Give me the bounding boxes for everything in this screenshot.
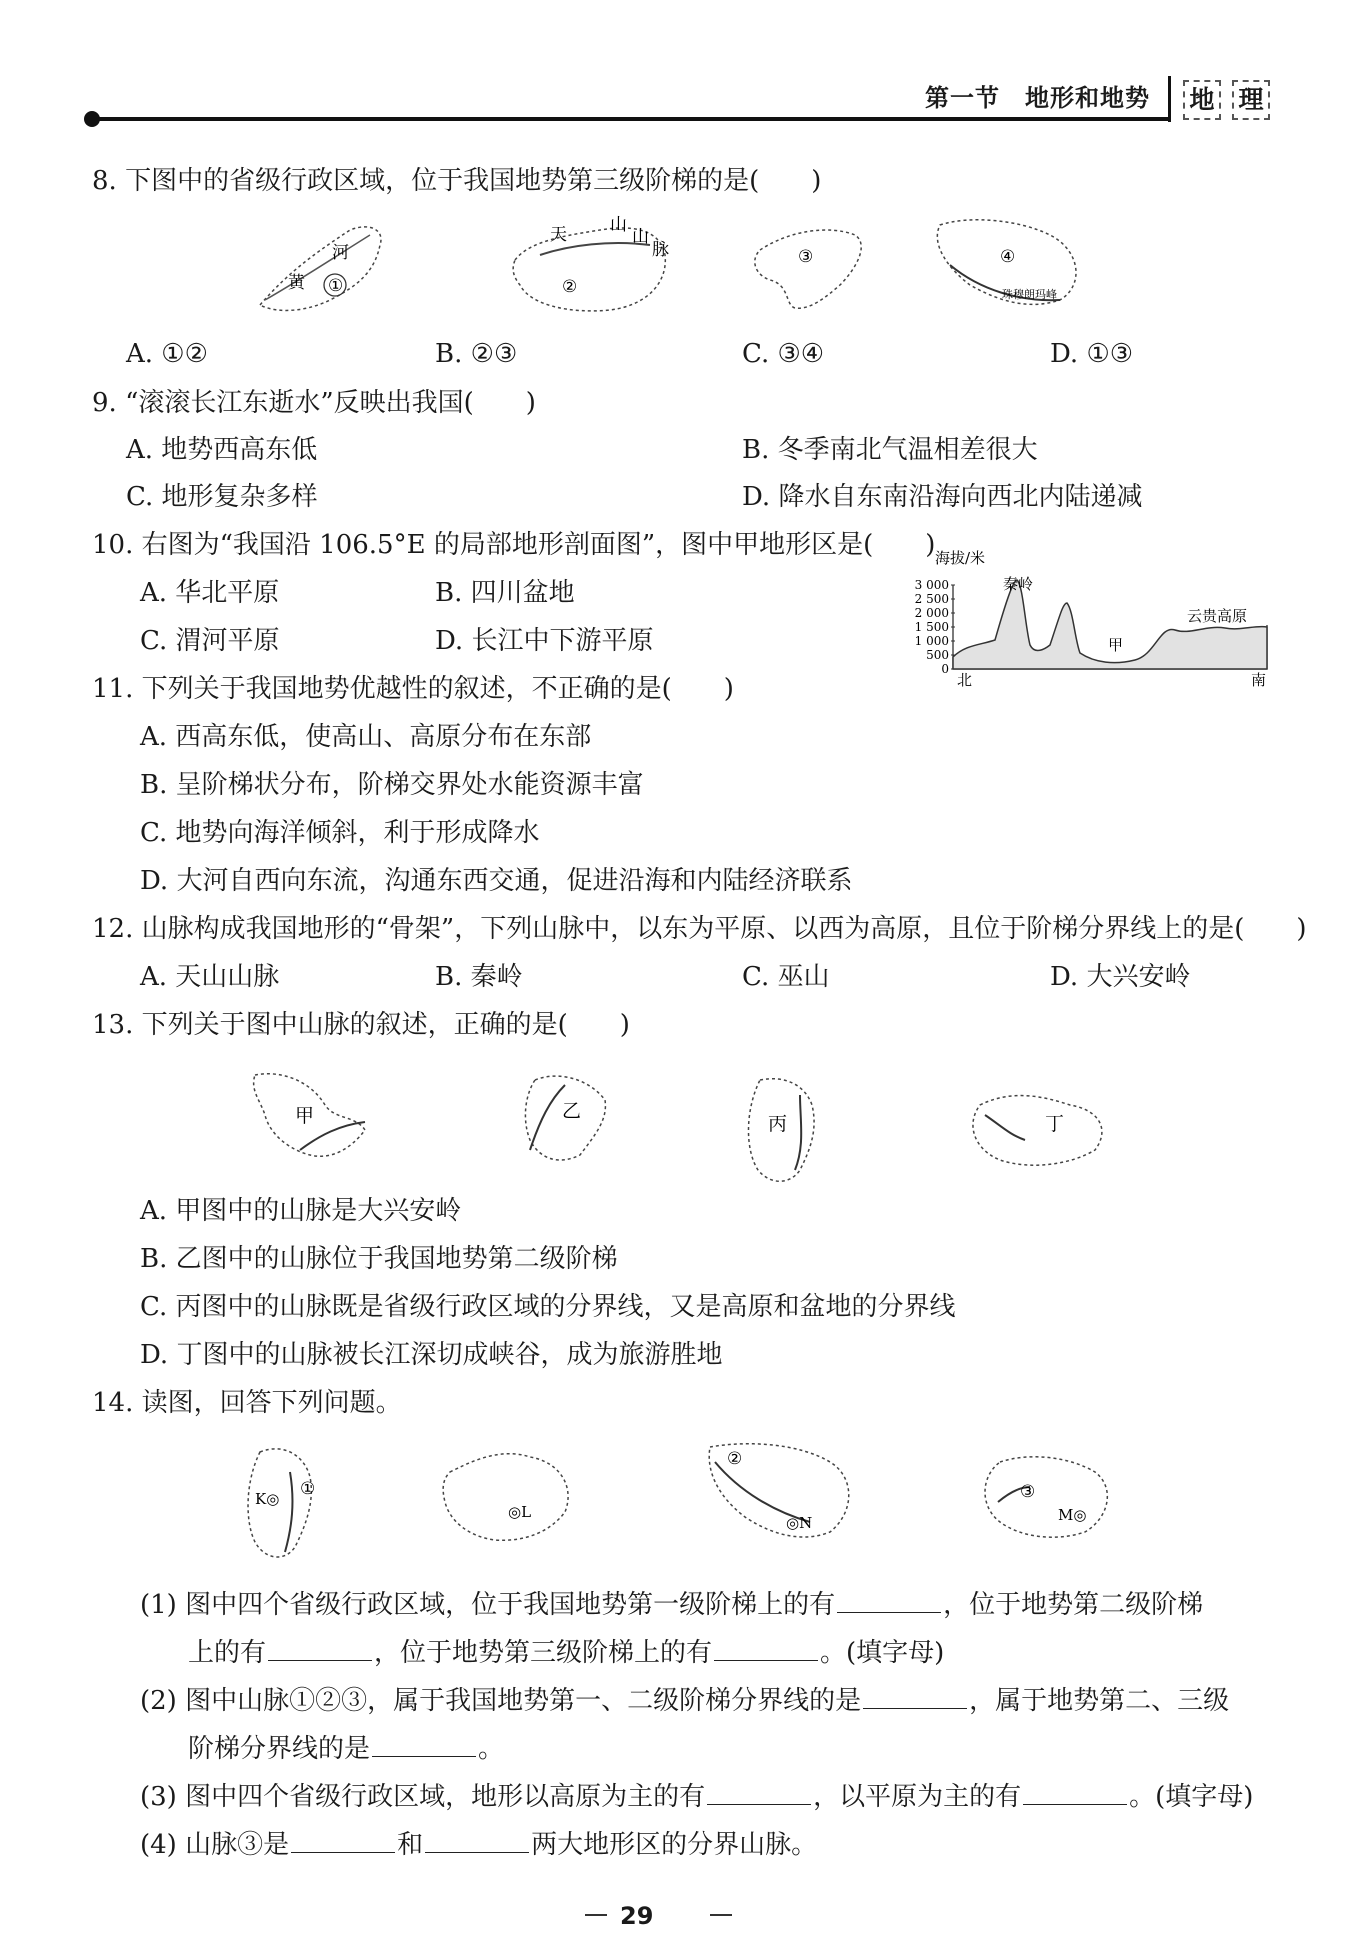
q14-sub2-text-b: ，属于地势第二、三级 (969, 1686, 1230, 1716)
q12-option-a[interactable]: A. 天山山脉 (140, 962, 280, 992)
q10-stem: 10. 右图为“我国沿 106.5°E 的局部地形剖面图”，图中甲地形区是( ) (92, 530, 936, 560)
q14-stem: 14. 读图，回答下列问题。 (92, 1388, 402, 1418)
q10-chart-south: 南 (1251, 671, 1267, 689)
header-separator (1168, 76, 1171, 122)
q12-option-c[interactable]: C. 巫山 (742, 962, 830, 992)
q11-stem: 11. 下列关于我国地势优越性的叙述，不正确的是( ) (92, 674, 734, 704)
q14-maps (230, 1432, 1130, 1572)
q8-maps (250, 210, 1350, 330)
q14-sub4-line (140, 1828, 817, 1862)
q14-sub3-text-a: (3) 图中四个省级行政区域，地形以高原为主的有 (140, 1782, 706, 1812)
q8-map1-label: ① (328, 276, 344, 296)
q13-option-d[interactable]: D. 丁图中的山脉被长江深切成峡谷，成为旅游胜地 (140, 1340, 723, 1370)
q14-label-l: ◎L (508, 1503, 532, 1521)
q8-option-c[interactable]: C. ③④ (742, 339, 825, 369)
q10-chart-ytick: 1 000 (914, 634, 949, 648)
q14-sub3-text-b: ，以平原为主的有 (813, 1782, 1022, 1812)
q8-map2-range-4: 脉 (652, 240, 669, 260)
q14-sub1-line2 (188, 1636, 944, 1670)
q13-label-ding: 丁 (1045, 1113, 1065, 1135)
q10-option-a[interactable]: A. 华北平原 (140, 578, 280, 608)
q8-map4-peak: 珠穆朗玛峰 (1002, 288, 1057, 301)
page-number-dash-left (585, 1914, 607, 1916)
q9-option-a[interactable]: A. 地势西高东低 (126, 435, 318, 465)
q13-label-yi: 乙 (562, 1100, 582, 1122)
q12-option-d[interactable]: D. 大兴安岭 (1050, 962, 1191, 992)
q8-map2-label: ② (562, 277, 578, 297)
q14-sub1-blank-2[interactable] (268, 1638, 372, 1661)
q14-label-m: M◎ (1058, 1506, 1087, 1524)
q10-chart-ytick: 0 (941, 662, 949, 676)
q8-map2-range-2: 山 (610, 215, 627, 235)
q8-map1-river-1: 河 (332, 243, 349, 263)
q9-option-c[interactable]: C. 地形复杂多样 (126, 482, 318, 512)
q14-sub4-text-b: 和 (397, 1830, 424, 1860)
q8-option-d[interactable]: D. ①③ (1050, 339, 1134, 369)
q13-stem: 13. 下列关于图中山脉的叙述，正确的是( ) (92, 1010, 630, 1040)
subject-char-1: 地 (1183, 80, 1221, 120)
q14-sub2-line2 (188, 1732, 504, 1766)
q8-map2-range-3: 山 (632, 227, 649, 247)
q14-sub3-text-c: 。(填字母) (1129, 1782, 1254, 1812)
q14-sub2-text-c: 阶梯分界线的是 (188, 1734, 371, 1764)
q10-chart-ytick: 1 500 (914, 620, 949, 634)
q12-stem: 12. 山脉构成我国地形的“骨架”，下列山脉中，以东为平原、以西为高原，且位于阶梯分界线上的是( ) (92, 914, 1307, 944)
q8-map4-label: ④ (1000, 247, 1016, 267)
q14-sub4-blank-2[interactable] (425, 1830, 529, 1853)
q13-maps (240, 1060, 1140, 1200)
q10-chart-label-qinling: 秦岭 (1003, 575, 1034, 593)
q14-sub2-line1 (140, 1684, 1229, 1718)
q14-sub1-text-d: ，位于地势第三级阶梯上的有 (374, 1638, 713, 1668)
q13-label-jia: 甲 (295, 1105, 315, 1127)
q14-sub1-line1 (140, 1588, 1203, 1622)
q14-sub2-blank-1[interactable] (863, 1686, 967, 1709)
q10-option-d[interactable]: D. 长江中下游平原 (435, 626, 654, 656)
q8-option-b[interactable]: B. ②③ (435, 339, 518, 369)
q11-option-c[interactable]: C. 地势向海洋倾斜，利于形成降水 (140, 818, 540, 848)
q10-chart-north: 北 (957, 671, 973, 689)
q11-option-b[interactable]: B. 呈阶梯状分布，阶梯交界处水能资源丰富 (140, 770, 644, 800)
page-number: 29 (620, 1902, 654, 1930)
q11-option-d[interactable]: D. 大河自西向东流，沟通东西交通，促进沿海和内陆经济联系 (140, 866, 853, 896)
subject-char-2: 理 (1232, 80, 1270, 120)
section-title: 第一节 地形和地势 (925, 83, 1150, 112)
q10-chart-ytick: 2 000 (914, 606, 949, 620)
q8-map-3 (755, 230, 861, 308)
q11-option-a[interactable]: A. 西高东低，使高山、高原分布在东部 (140, 722, 592, 752)
q10-chart-ytick: 3 000 (914, 578, 949, 592)
q10-profile-chart (905, 545, 1275, 695)
q14-sub1-text-a: (1) 图中四个省级行政区域，位于我国地势第一级阶梯上的有 (140, 1590, 836, 1620)
q14-sub3-blank-1[interactable] (707, 1782, 811, 1805)
q14-sub1-text-e: 。(填字母) (820, 1638, 945, 1668)
q9-option-d[interactable]: D. 降水自东南沿海向西北内陆递减 (742, 482, 1143, 512)
q14-sub1-blank-3[interactable] (714, 1638, 818, 1661)
q9-stem: 9. “滚滚长江东逝水”反映出我国( ) (92, 388, 536, 418)
q14-label-n: ◎N (786, 1514, 813, 1532)
q10-chart-label-jia: 甲 (1108, 636, 1124, 654)
q8-stem: 8. 下图中的省级行政区域，位于我国地势第三级阶梯的是( ) (92, 166, 822, 196)
q14-label-k: K◎ (255, 1490, 280, 1508)
q13-option-c[interactable]: C. 丙图中的山脉既是省级行政区域的分界线，又是高原和盆地的分界线 (140, 1292, 956, 1322)
q14-sub4-text-a: (4) 山脉③是 (140, 1830, 290, 1860)
q13-option-b[interactable]: B. 乙图中的山脉位于我国地势第二级阶梯 (140, 1244, 618, 1274)
q8-option-a[interactable]: A. ①② (126, 339, 208, 369)
q13-label-bing: 丙 (768, 1113, 788, 1135)
q13-option-a[interactable]: A. 甲图中的山脉是大兴安岭 (140, 1196, 462, 1226)
q14-sub4-blank-1[interactable] (291, 1830, 395, 1853)
q10-option-b[interactable]: B. 四川盆地 (435, 578, 575, 608)
q8-map3-label: ③ (798, 247, 814, 267)
q10-chart-ylabel: 海拔/米 (935, 549, 986, 567)
q10-option-c[interactable]: C. 渭河平原 (140, 626, 280, 656)
q14-sub1-text-b: ，位于地势第二级阶梯 (943, 1590, 1204, 1620)
q10-chart-ytick: 2 500 (914, 592, 949, 606)
q9-option-b[interactable]: B. 冬季南北气温相差很大 (742, 435, 1038, 465)
q14-sub4-text-c: 两大地形区的分界山脉。 (531, 1830, 818, 1860)
q14-sub2-text-d: 。 (478, 1734, 505, 1764)
q14-label-1: ① (300, 1479, 316, 1499)
q10-chart-label-yungui: 云贵高原 (1187, 607, 1248, 625)
q8-map1-river-2: 黄 (288, 273, 305, 293)
q14-sub2-blank-2[interactable] (372, 1734, 476, 1757)
page-number-dash-right (710, 1914, 732, 1916)
q14-sub3-line (140, 1780, 1253, 1814)
q10-chart-ytick: 500 (926, 648, 949, 662)
q13-map-ding (973, 1096, 1102, 1166)
q14-sub2-text-a: (2) 图中山脉①②③，属于我国地势第一、二级阶梯分界线的是 (140, 1686, 862, 1716)
header-rule (92, 117, 1170, 121)
q14-sub1-text-c: 上的有 (188, 1638, 267, 1668)
q14-map-l (443, 1454, 568, 1541)
q14-sub3-blank-2[interactable] (1023, 1782, 1127, 1805)
q14-label-3: ③ (1020, 1482, 1036, 1502)
q14-label-2: ② (727, 1449, 743, 1469)
q12-option-b[interactable]: B. 秦岭 (435, 962, 523, 992)
q14-sub1-blank-1[interactable] (837, 1590, 941, 1613)
q8-map2-range-1: 天 (550, 225, 567, 245)
